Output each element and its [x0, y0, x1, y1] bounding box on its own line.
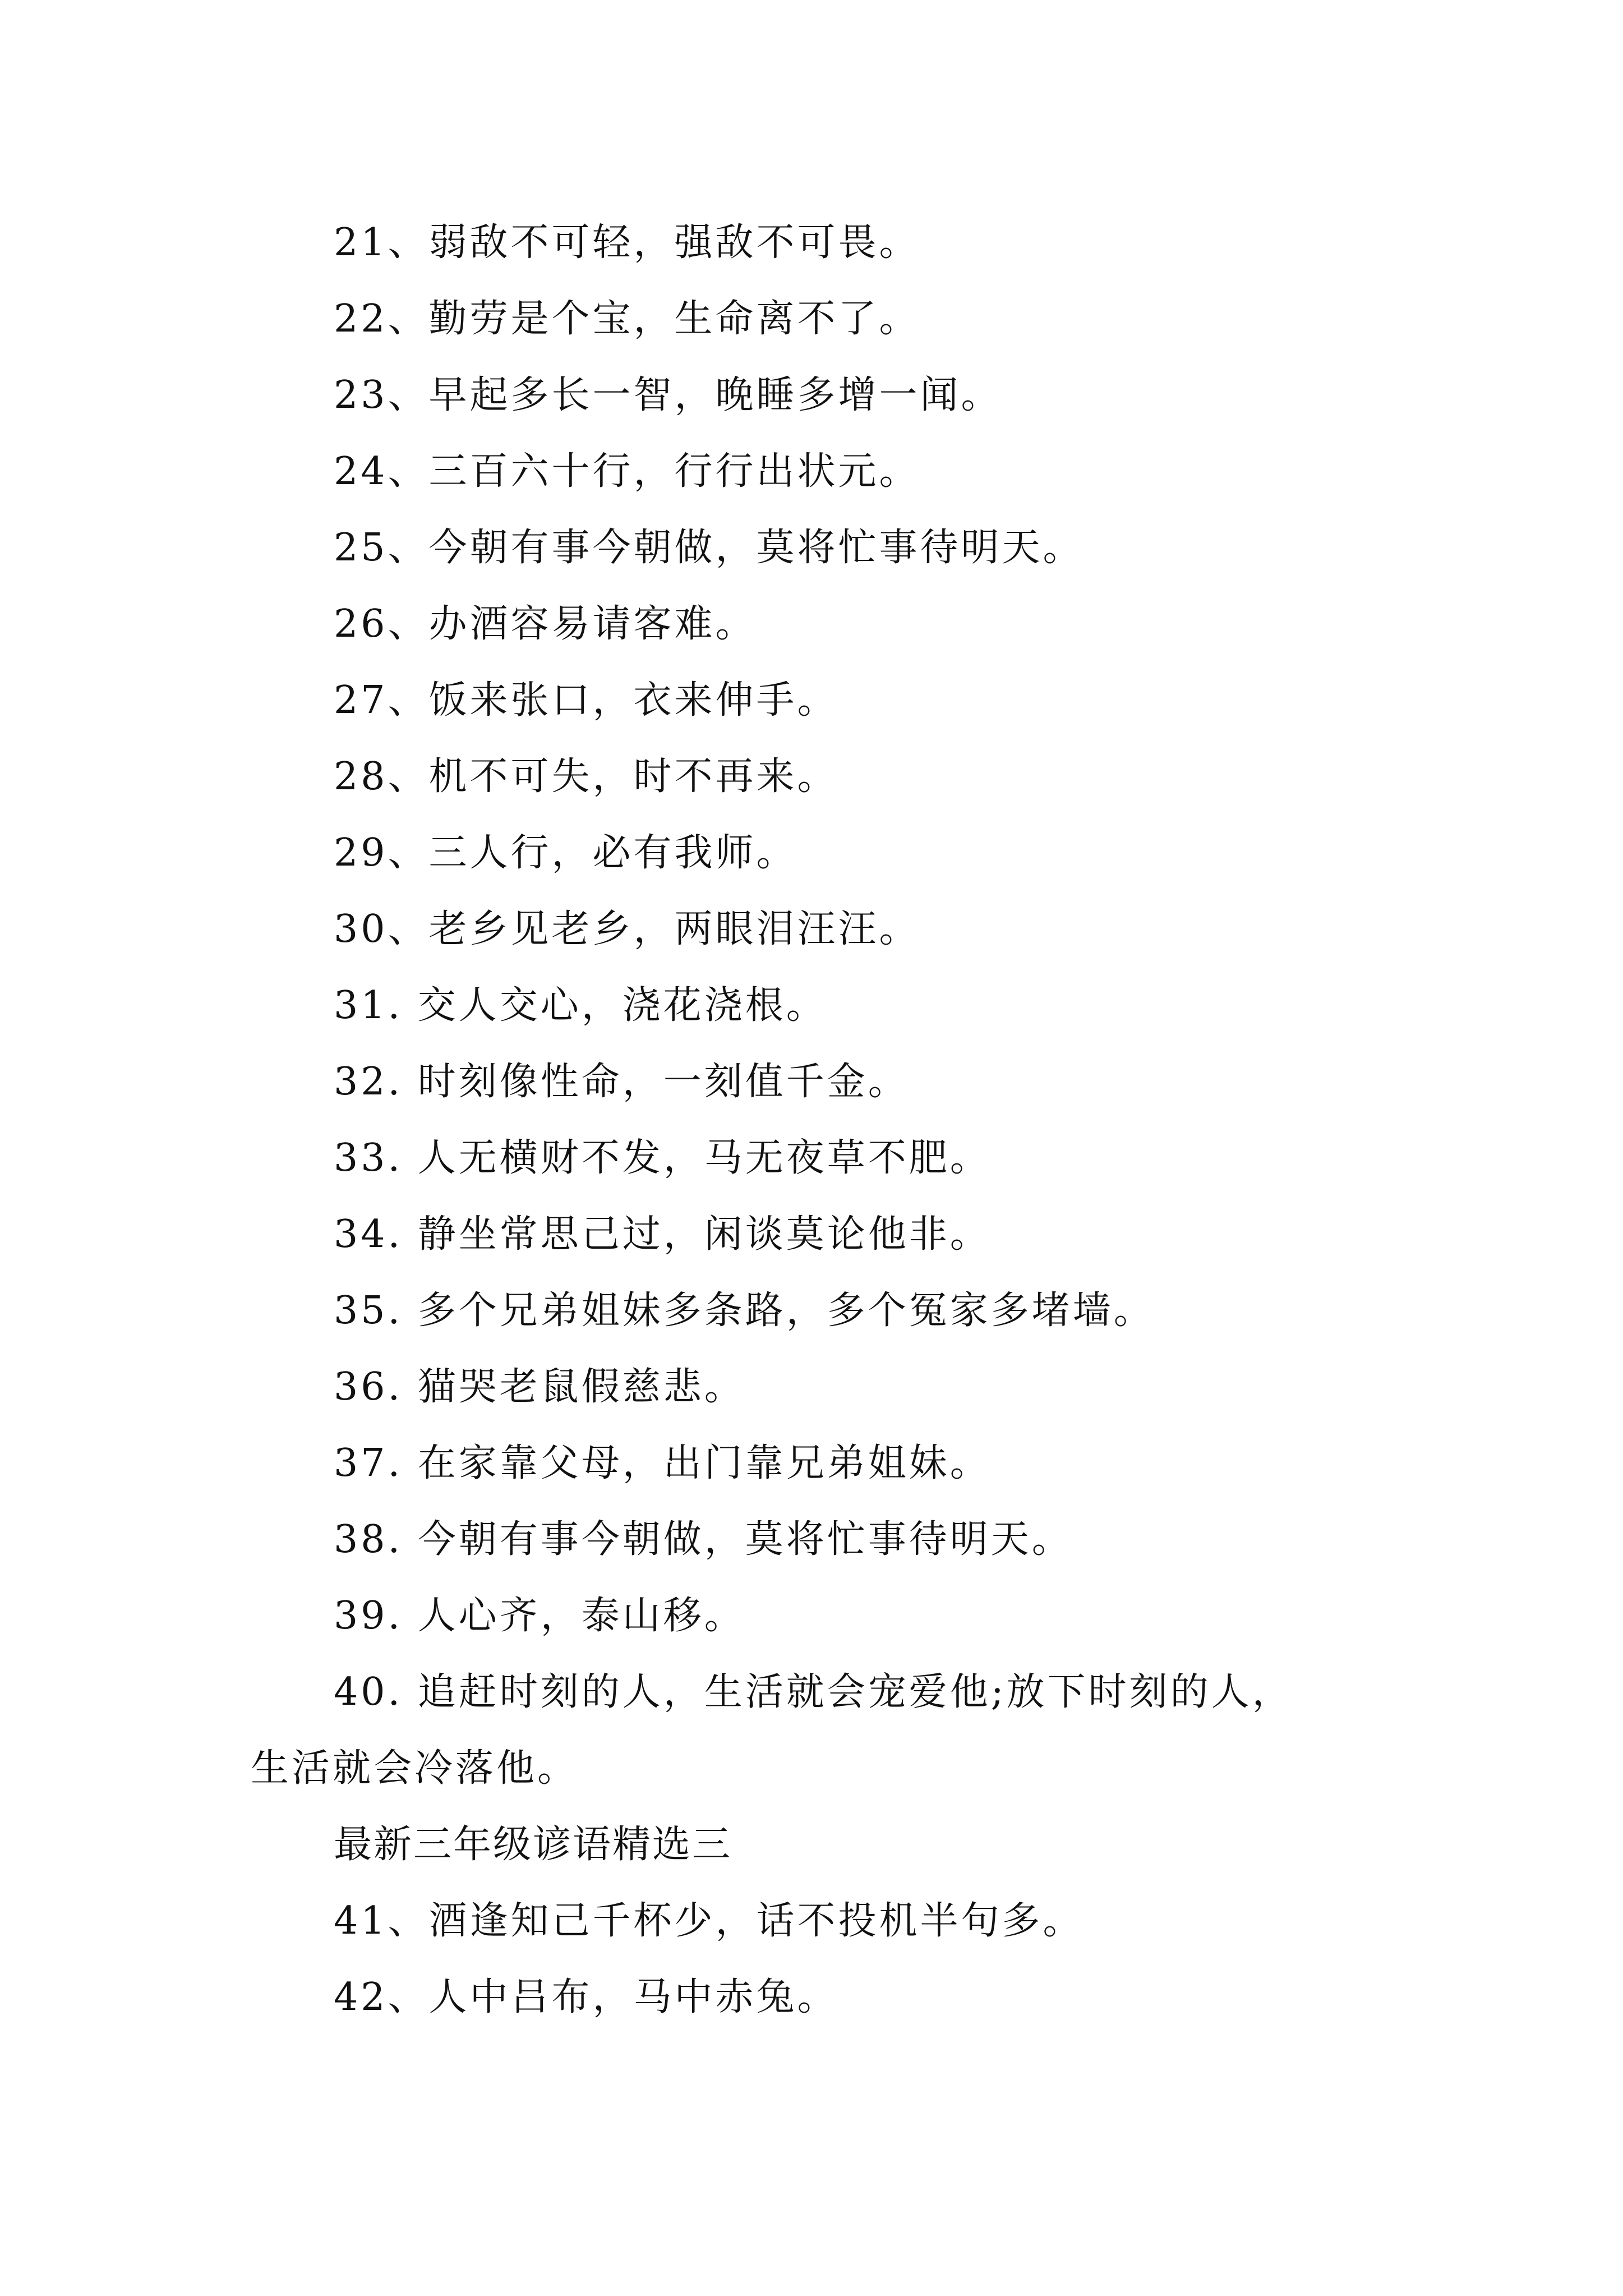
- proverb-line: 26、办酒容易请客难。: [334, 602, 757, 646]
- proverb-line: 36. 猫哭老鼠假慈悲。: [334, 1365, 745, 1409]
- proverb-line: 31. 交人交心，浇花浇根。: [334, 983, 827, 1028]
- proverb-line: 38. 今朝有事今朝做，莫将忙事待明天。: [334, 1517, 1073, 1562]
- proverb-line-continuation: 生活就会冷落他。: [251, 1746, 579, 1791]
- proverb-line: 22、勤劳是个宝，生命离不了。: [334, 297, 920, 341]
- proverb-line: 32. 时刻像性命，一刻值千金。: [334, 1060, 909, 1104]
- proverb-line: 34. 静坐常思己过，闲谈莫论他非。: [334, 1212, 991, 1257]
- proverb-line: 39. 人心齐，泰山移。: [334, 1594, 745, 1638]
- proverb-line: 24、三百六十行，行行出状元。: [334, 449, 920, 494]
- proverb-line: 27、饭来张口，衣来伸手。: [334, 678, 838, 723]
- proverb-line: 30、老乡见老乡，两眼泪汪汪。: [334, 907, 920, 951]
- proverb-line: 23、早起多长一智，晚睡多增一闻。: [334, 373, 1002, 417]
- proverb-line: 37. 在家靠父母，出门靠兄弟姐妹。: [334, 1441, 991, 1485]
- proverb-line: 21、弱敌不可轻，强敌不可畏。: [334, 220, 920, 265]
- proverb-line: 41、酒逢知己千杯少，话不投机半句多。: [334, 1899, 1084, 1943]
- proverb-line: 28、机不可失，时不再来。: [334, 754, 838, 799]
- proverb-line: 25、今朝有事今朝做，莫将忙事待明天。: [334, 526, 1084, 570]
- proverb-line: 35. 多个兄弟姐妹多条路，多个冤家多堵墙。: [334, 1289, 1155, 1333]
- proverb-line: 29、三人行，必有我师。: [334, 831, 797, 875]
- proverb-line: 42、人中吕布，马中赤兔。: [334, 1975, 838, 2019]
- proverb-line: 33. 人无横财不发，马无夜草不肥。: [334, 1136, 991, 1180]
- document-body: [251, 205, 1400, 2036]
- proverb-line: 40. 追赶时刻的人，生活就会宠爱他;放下时刻的人，: [334, 1670, 1293, 1714]
- section-heading: 最新三年级谚语精选三: [334, 1823, 732, 1867]
